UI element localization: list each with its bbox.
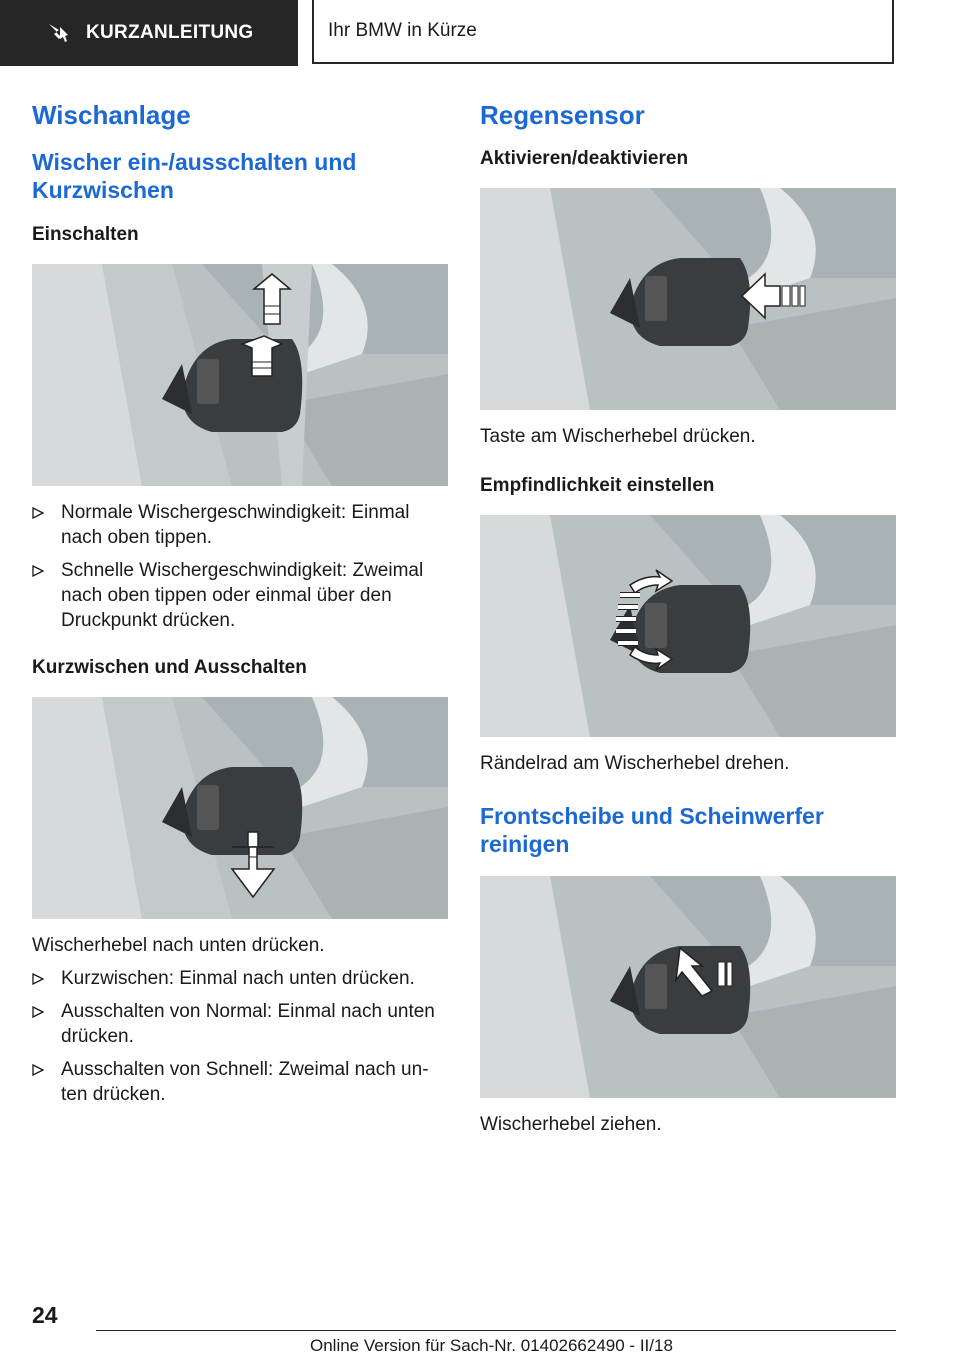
page-title: Wischanlage <box>32 100 191 130</box>
page-number: 24 <box>32 1302 58 1328</box>
regensensor-title: Regensensor <box>480 100 645 130</box>
list-item: Schnelle Wischergeschwindigkeit: Zweimal nach oben tippen oder einmal über den Druckpunkt drücken. <box>32 558 448 633</box>
right-column <box>480 98 896 1145</box>
list-item: Normale Wischergeschwindigkeit: Einmal nach oben tippen. <box>32 500 448 550</box>
section-tab-label: KURZANLEITUNG <box>86 22 254 43</box>
left-column <box>32 98 448 1129</box>
kurzwischen-list <box>32 966 448 1107</box>
section-tab[interactable] <box>0 0 298 66</box>
frontscheibe-title: Frontscheibe und Scheinwerfer reinigen <box>480 803 824 857</box>
einschalten-list <box>32 500 448 633</box>
heading-kurzwischen: Kurzwischen und Ausschalten <box>32 657 307 678</box>
list-item: Ausschalten von Schnell: Zweimal nach un-ten drücken. <box>32 1057 448 1107</box>
footer-version-text: Online Version für Sach-Nr. 01402662490 - II/18 <box>310 1336 673 1355</box>
rain-sensor-button-illustration <box>480 188 896 410</box>
chapter-tab[interactable] <box>312 0 894 64</box>
heading-empfindlichkeit: Empfindlichkeit einstellen <box>480 475 715 496</box>
triangle-bullet-icon <box>32 565 44 577</box>
kurzwischen-caption: Wischerhebel nach unten drücken. <box>32 935 325 956</box>
wiper-pull-illustration <box>480 876 896 1098</box>
heading-aktivieren: Aktivieren/deaktivieren <box>480 148 689 169</box>
list-item: Ausschalten von Normal: Einmal nach unten drücken. <box>32 999 448 1049</box>
aktivieren-caption: Taste am Wischerhebel drücken. <box>480 426 756 447</box>
wiper-subtitle: Wischer ein-/ausschalten und Kurzwischen <box>32 149 357 203</box>
heading-einschalten: Einschalten <box>32 224 139 245</box>
list-item: Kurzwischen: Einmal nach unten drücken. <box>32 966 448 991</box>
chapter-tab-label: Ihr BMW in Kürze <box>328 20 477 41</box>
triangle-bullet-icon <box>32 973 44 985</box>
triangle-bullet-icon <box>32 507 44 519</box>
page-header <box>0 0 960 66</box>
pointer-icon <box>46 21 70 45</box>
footer-divider <box>96 1330 896 1331</box>
triangle-bullet-icon <box>32 1006 44 1018</box>
thumbwheel-illustration <box>480 515 896 737</box>
wiper-lever-down-illustration <box>32 697 448 919</box>
empfindlichkeit-caption: Rändelrad am Wischerhebel drehen. <box>480 753 790 774</box>
triangle-bullet-icon <box>32 1064 44 1076</box>
frontscheibe-caption: Wischerhebel ziehen. <box>480 1114 662 1135</box>
wiper-lever-up-illustration <box>32 264 448 486</box>
